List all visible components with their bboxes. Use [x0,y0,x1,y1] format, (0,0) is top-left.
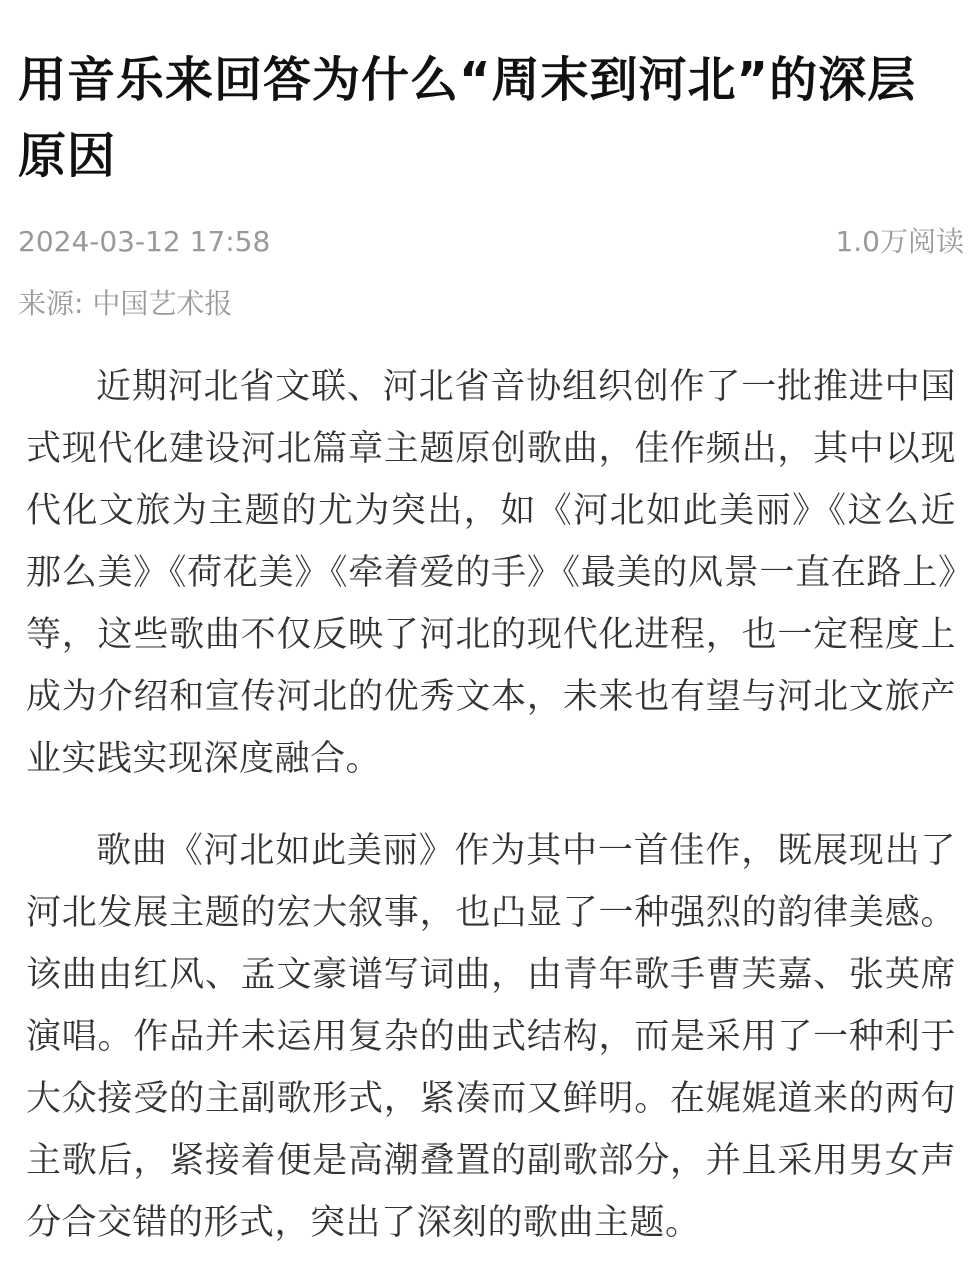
article-body [26,356,956,1284]
article-source: 来源: 中国艺术报 [18,287,233,320]
article-meta [18,224,964,260]
publish-date: 2024-03-12 17:58 [18,225,271,258]
view-count: 1.0万阅读 [835,225,964,258]
article-title: 用音乐来回答为什么“周末到河北”的深层原因 [18,52,917,184]
paragraph: 近期河北省文联、河北省音协组织创作了一批推进中国式现代化建设河北篇章主题原创歌曲，佳作频出，其中以现代化文旅为主题的尤为突出，如《河北如此美丽》《这么近那么美》《荷花美》《牵着爱的手》《最美的风景一直在路上》等，这些歌曲不仅反映了河北的现代化进程，也一定程度上成为介绍和宣传河北的优秀文本，未来也有望与河北文旅产业实践实现深度融合。 [26,367,956,779]
paragraph: 歌曲《河北如此美丽》作为其中一首佳作，既展现出了河北发展主题的宏大叙事，也凸显了一种强烈的韵律美感。该曲由红风、孟文豪谱写词曲，由青年歌手曹芙嘉、张英席演唱。作品并未运用复杂的曲式结构，而是采用了一种利于大众接受的主副歌形式，紧凑而又鲜明。在娓娓道来的两句主歌后，紧接着便是高潮叠置的副歌部分，并且采用男女声分合交错的形式，突出了深刻的歌曲主题。 [26,831,956,1243]
